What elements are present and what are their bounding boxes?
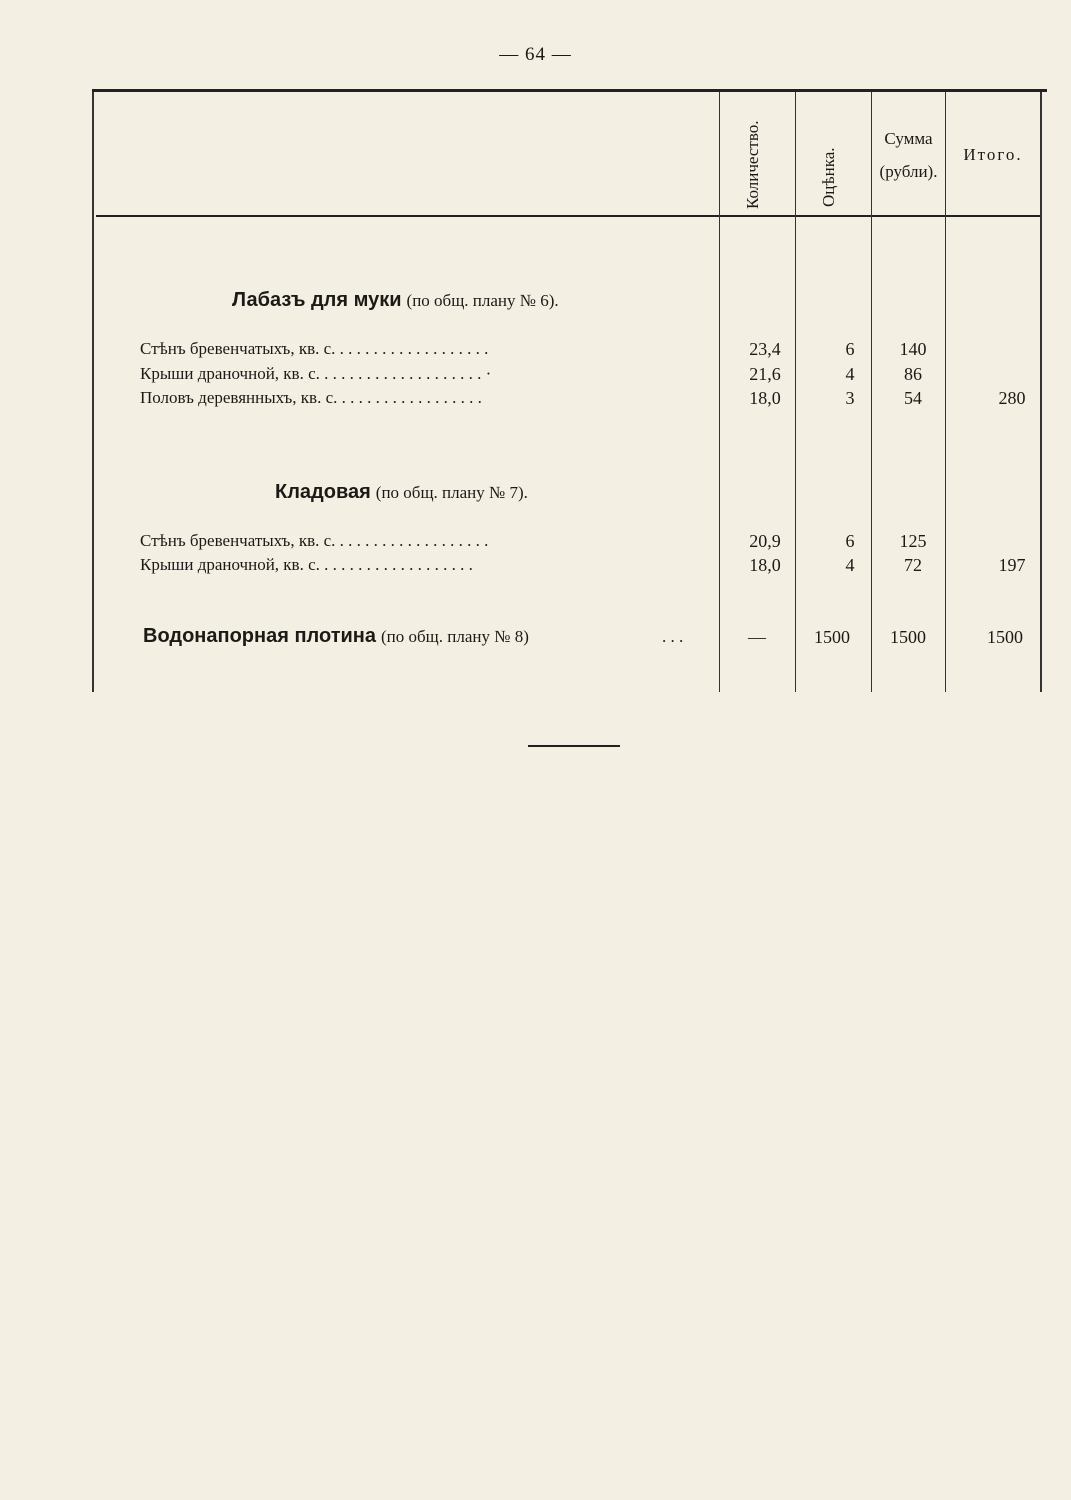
section-plan-note: (по общ. плану № 6). <box>406 291 559 310</box>
column-divider-quantity <box>719 92 720 692</box>
header-sum-line2: (рубли). <box>879 162 938 181</box>
cell-rating: 4 <box>845 364 855 384</box>
section-title-flour-warehouse <box>232 289 559 312</box>
cell-rating: 6 <box>845 531 855 551</box>
cell-total: 197 <box>998 555 1026 575</box>
cell-rating: 1500 <box>814 627 850 647</box>
page-number: — 64 — <box>499 44 572 65</box>
section-name: Водонапорная плотина <box>143 625 376 647</box>
cell-total: 1500 <box>987 627 1023 647</box>
section-plan-note: (по общ. плану № 7). <box>375 483 528 502</box>
cell-sum: 125 <box>899 531 927 551</box>
cell-quantity: 21,6 <box>749 364 781 384</box>
cell-rating: 6 <box>845 339 855 359</box>
table-left-border <box>92 92 94 692</box>
cell-sum: 72 <box>904 555 922 575</box>
cell-sum: 54 <box>904 388 922 408</box>
cell-rating: 3 <box>845 388 855 408</box>
row-label: Крыши драночной, кв. с. . . . . . . . . . . . . . . . . . . <box>140 555 473 574</box>
cell-total: 280 <box>998 388 1026 408</box>
row-label: Стѣнъ бревенчатыхъ, кв. с. . . . . . . . . . . . . . . . . . . <box>140 339 489 358</box>
header-quantity: Количество. <box>743 120 762 209</box>
section-name: Кладовая <box>275 481 371 503</box>
cell-quantity: 20,9 <box>749 531 781 551</box>
cell-quantity: 23,4 <box>749 339 781 359</box>
table-top-rule <box>92 89 1047 92</box>
section-plan-note: (по общ. плану № 8) <box>381 627 529 646</box>
section-name: Лабазъ для муки <box>232 289 402 311</box>
cell-rating: 4 <box>845 555 855 575</box>
cell-sum: 1500 <box>890 627 926 647</box>
cell-sum: 140 <box>899 339 927 359</box>
row-label: Половъ деревянныхъ, кв. с. . . . . . . . . . . . . . . . . . <box>140 388 482 407</box>
row-trailing-dots: . . . <box>662 627 684 646</box>
cell-quantity: 18,0 <box>749 555 781 575</box>
header-sum-line1: Сумма <box>884 129 933 148</box>
header-rating: Оцѣнка. <box>819 147 838 207</box>
cell-quantity: — <box>748 627 766 647</box>
table-header-rule <box>96 215 1040 217</box>
cell-sum: 86 <box>904 364 922 384</box>
row-label: Крыши драночной, кв. с. . . . . . . . . . . . . . . . . . . . · <box>140 364 492 383</box>
section-title-dam <box>143 625 529 648</box>
header-total: Итого. <box>963 145 1023 164</box>
cell-quantity: 18,0 <box>749 388 781 408</box>
section-title-storeroom <box>275 481 528 504</box>
row-label: Стѣнъ бревенчатыхъ, кв. с. . . . . . . . . . . . . . . . . . . <box>140 531 489 550</box>
closing-rule <box>528 745 620 747</box>
